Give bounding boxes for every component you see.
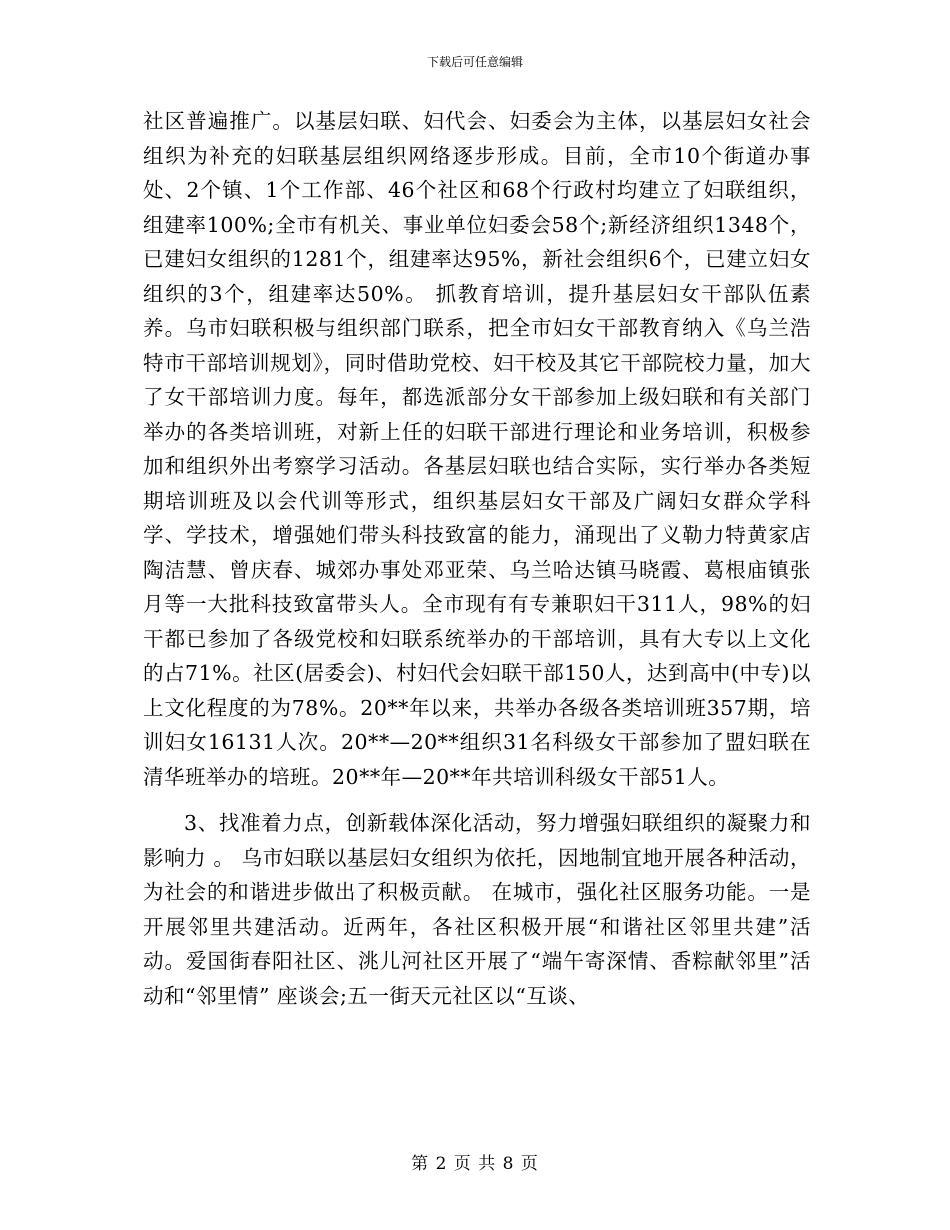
page-number: 第 2 页 共 8 页 bbox=[411, 1154, 539, 1174]
paragraph-1: 社区普遍推广。以基层妇联、妇代会、妇委会为主体，以基层妇女社会组织为补充的妇联基层组织网络逐步形成。目前，全市10个街道办事处、2个镇、1个工作部、46个社区和68个行政村均建立了妇联组织，组建率100%;全市有机关、事业单位妇委会58个;新经济组织1348个，已建妇女组织的1281个，组建率达95%，新社会组织6个，已建立妇女组织的3个，组建率达50%。 抓教育培训，提升基层妇女干部队伍素养。乌市妇联积极与组织部门联系，把全市妇女干部教育纳入《乌兰浩特市干部培训规划》，同时借助党校、妇干校及其它干部院校力量，加大了女干部培训力度。每年，都选派部分女干部参加上级妇联和有关部门举办的各类培训班，对新上任的妇联干部进行理论和业务培训，积极参加和组织外出考察学习活动。各基层妇联也结合实际，实行举办各类短期培训班及以会代训等形式，组织基层妇女干部及广阔妇女群众学科学、学技术，增强她们带头科技致富的能力，涌现出了义勒力特黄家店陶洁慧、曾庆春、城郊办事处邓亚荣、乌兰哈达镇马晓霞、葛根庙镇张月等一大批科技致富带头人。全市现有有专兼职妇干311人，98%的妇干都已参加了各级党校和妇联系统举办的干部培训，具有大专以上文化的占71%。社区(居委会)、村妇代会妇联干部150人，达到高中(中专)以上文化程度的为78%。20**年以来，共举办各级各类培训班357期，培训妇女16131人次。20**—20**组织31名科级女干部参加了盟妇联在清华班举办的培班。20**年—20**年共培训科级女干部51人。 bbox=[143, 109, 811, 789]
document-body bbox=[143, 104, 811, 1013]
paragraph-2: 3、找准着力点，创新载体深化活动，努力增强妇联组织的凝聚力和影响力 。 乌市妇联以基层妇女组织为依托，因地制宜地开展各种活动，为社会的和谐进步做出了积极贡献。 在城市，强化社区服务功能。一是开展邻里共建活动。近两年，各社区积极开展“和谐社区邻里共建”活动。爱国街春阳社区、洮儿河社区开展了“端午寄深情、香粽献邻里”活动和“邻里情” 座谈会;五一街天元社区以“互谈、 bbox=[143, 811, 811, 1008]
page-header: 下载后可任意编辑 bbox=[426, 55, 523, 69]
